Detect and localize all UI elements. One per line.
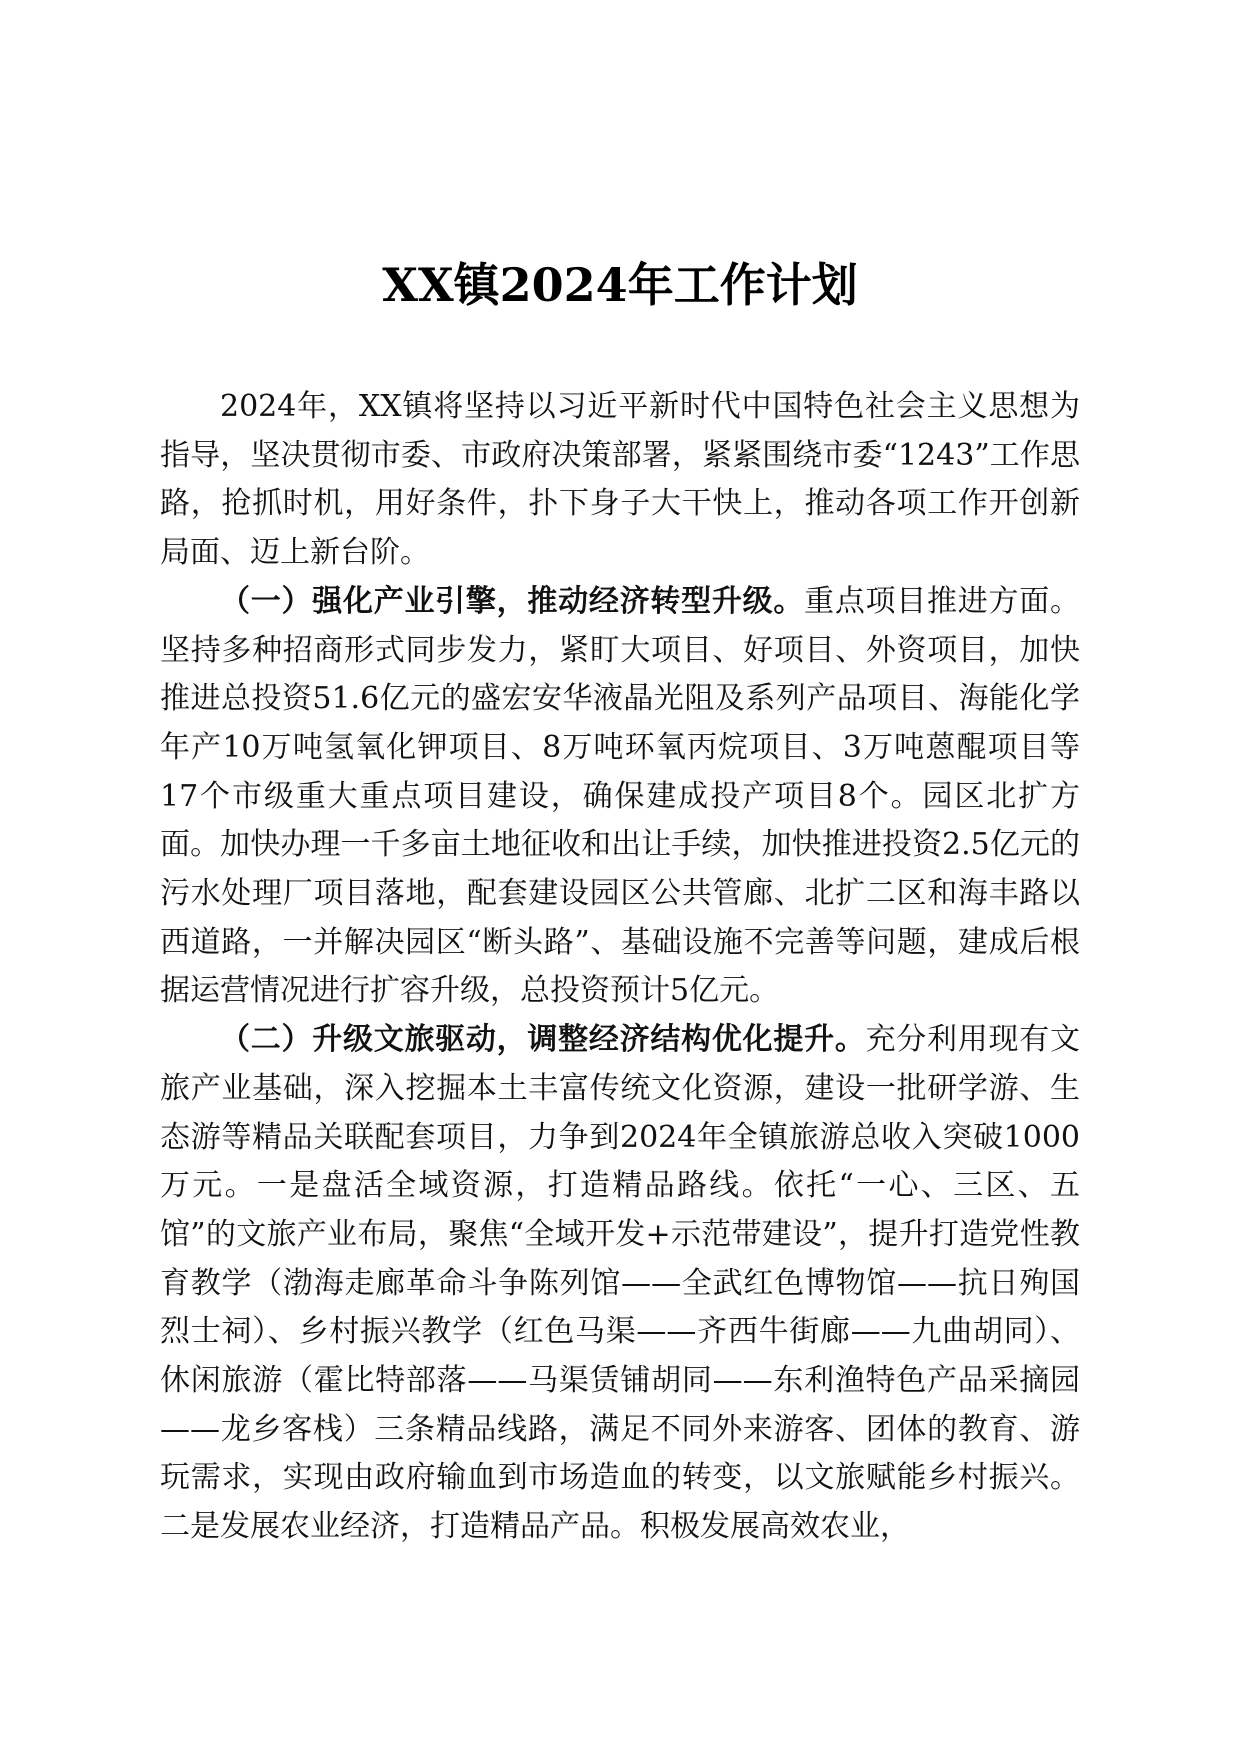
document-title: XX镇2024年工作计划 — [382, 258, 858, 312]
section-heading-1: （一）强化产业引擎，推动经济转型升级。 — [220, 583, 805, 619]
section-text-2: 充分利用现有文旅产业基础，深入挖掘本土丰富传统文化资源，建设一批研学游、生态游等精品关联配套项目，力争到2024年全镇旅游总收入突破1000万元。一是盘活全域资源，打造精品路线。依托“一心、三区、五馆”的文旅产业布局，聚焦“全域开发+示范带建设”，提升打造党性教育教学（渤海走廊革命斗争陈列馆——全武红色博物馆——抗日殉国烈士祠）、乡村振兴教学（红色马渠——齐西牛街廊——九曲胡同）、休闲旅游（霍比特部落——马渠赁铺胡同——东利渔特色产品采摘园——龙乡客栈）三条精品线路，满足不同外来游客、团体的教育、游玩需求，实现由政府输血到市场造血的转变，以文旅赋能乡村振兴。二是发展农业经济，打造精品产品。积极发展高效农业， — [160, 1022, 1081, 1545]
section-text-1: 重点项目推进方面。坚持多种招商形式同步发力，紧盯大项目、好项目、外资项目，加快推进总投资51.6亿元的盛宏安华液晶光阻及系列产品项目、海能化学年产10万吨氢氧化钾项目、8万吨环氧丙烷项目、3万吨蒽醌项目等17个市级重大重点项目建设，确保建成投产项目8个。园区北扩方面。加快办理一千多亩土地征收和出让手续，加快推进投资2.5亿元的污水处理厂项目落地，配套建设园区公共管廊、北扩二区和海丰路以西道路，一并解决园区“断头路”、基础设施不完善等问题，建成后根据运营情况进行扩容升级，总投资预计5亿元。 — [160, 583, 1081, 1009]
document-body — [160, 383, 1080, 1552]
section-heading-2: （二）升级文旅驱动，调整经济结构优化提升。 — [220, 1022, 866, 1058]
intro-paragraph: 2024年，XX镇将坚持以习近平新时代中国特色社会主义思想为指导，坚决贯彻市委、市政府决策部署，紧紧围绕市委“1243”工作思路，抢抓时机，用好条件，扑下身子大干快上，推动各项工作开创新局面、迈上新台阶。 — [160, 389, 1080, 571]
section-paragraph-1 — [160, 578, 1080, 1016]
section-paragraph-2 — [160, 1016, 1080, 1552]
